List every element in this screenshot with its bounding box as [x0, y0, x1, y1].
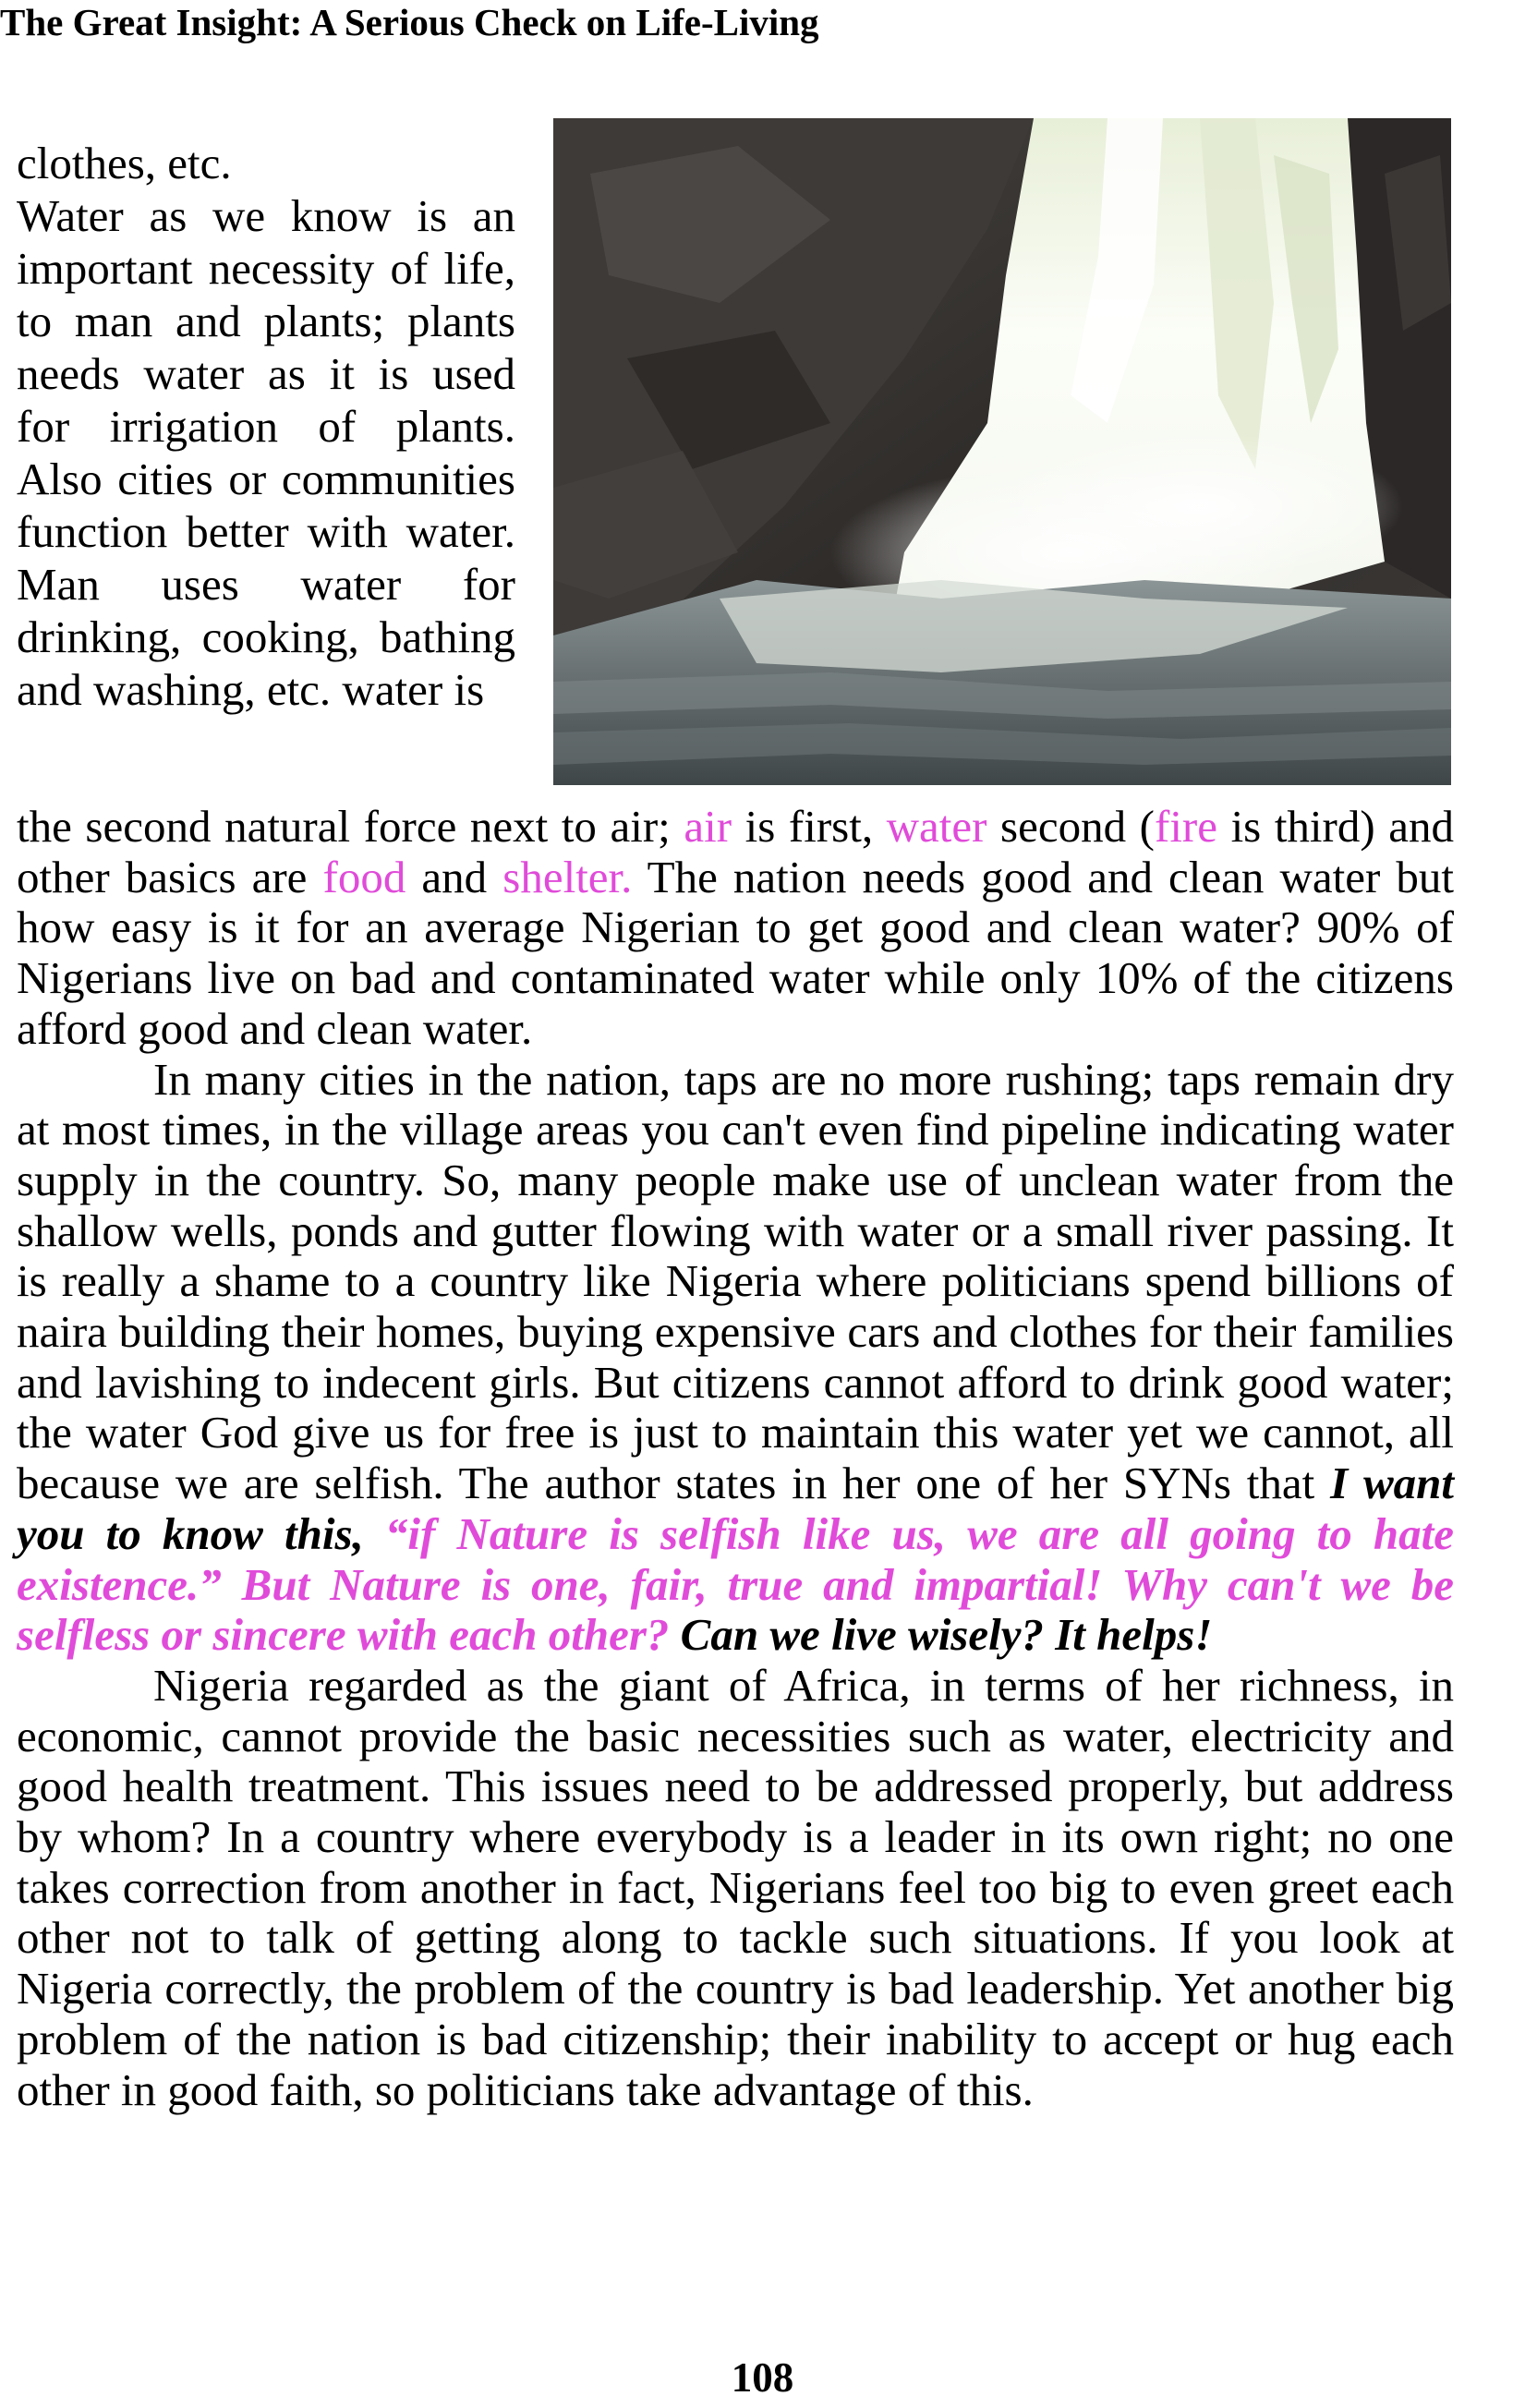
paragraph-natural-forces	[17, 802, 1454, 1055]
running-header: The Great Insight: A Serious Check on Life-Living	[0, 1, 819, 43]
text-line: clothes, etc.	[17, 138, 232, 188]
text-span: The nation needs good and clean water but how easy is it for an average Nigerian to get good and clean water? 90% of Nigerians live on bad and contaminated water while only 10% of the citizens afford good and clean water.	[17, 851, 1455, 1054]
keyword-water: water	[886, 801, 987, 852]
waterfall-photo	[553, 118, 1451, 785]
text-span: is first,	[732, 801, 887, 852]
page-number: 108	[731, 2354, 794, 2401]
highlighted-quote: “if Nature is selfish like us, we are all going to hate existence.” But Nature is one, fair, true and impartial! Why can't we be selfless or sincere with each other?	[17, 1507, 1454, 1661]
text-span: and	[405, 851, 503, 902]
paragraph-leadership: Nigeria regarded as the giant of Africa, in terms of her richness, in economic, cannot provide the basic necessities such as water, electricity and good health treatment. This issues need to be addressed properly, but address by whom? In a country where everybody is a leader in its own right; no one takes correction from another in fact, Nigerians feel too big to even greet each other not to talk of getting along to tackle such situations. If you look at Nigeria correctly, the problem of the country is bad leadership. Yet another big problem of the nation is bad citizenship; their inability to accept or hug each other in good faith, so politicians take advantage of this.	[17, 1659, 1454, 2115]
wrapped-text-column	[17, 137, 515, 716]
waterfall-illustration	[553, 118, 1451, 785]
main-text	[17, 802, 1454, 2115]
text-span: is third) and other basics are	[17, 801, 1455, 902]
keyword-air: air	[684, 801, 732, 852]
text-span: the second natural force next to air;	[17, 801, 684, 852]
water-paragraph: Water as we know is an important necessity of life, to man and plants; plants needs water as it is used for irrigation of plants. Also cities or communities function better with water. Man uses water for drinking, cooking, bathing and washing, etc. water is	[17, 190, 515, 715]
text-span: second (	[986, 801, 1155, 852]
keyword-shelter: shelter.	[502, 851, 633, 902]
emphasis-text: I want you to know this,	[17, 1458, 1454, 1559]
emphasis-text: Can we live wisely? It helps!	[669, 1609, 1213, 1661]
keyword-fire: fire	[1155, 801, 1217, 852]
text-span: In many cities in the nation, taps are no more rushing; taps remain dry at most times, in the village areas you can't even find pipeline indicating water supply in the country. So, many people make use of unclean water from the shallow wells, ponds and gutter flowing with water or a small river passing. It is really a shame to a country like Nigeria where politicians spend billions of naira building their homes, buying expensive cars and clothes for their families and lavishing to indecent girls. But citizens cannot afford to drink good water; the water God give us for free is just to maintain this water yet we cannot, all because we are selfish. The author states in her one of her SYNs that	[17, 1053, 1454, 1509]
keyword-food: food	[322, 851, 406, 902]
paragraph-taps	[17, 1055, 1454, 1661]
